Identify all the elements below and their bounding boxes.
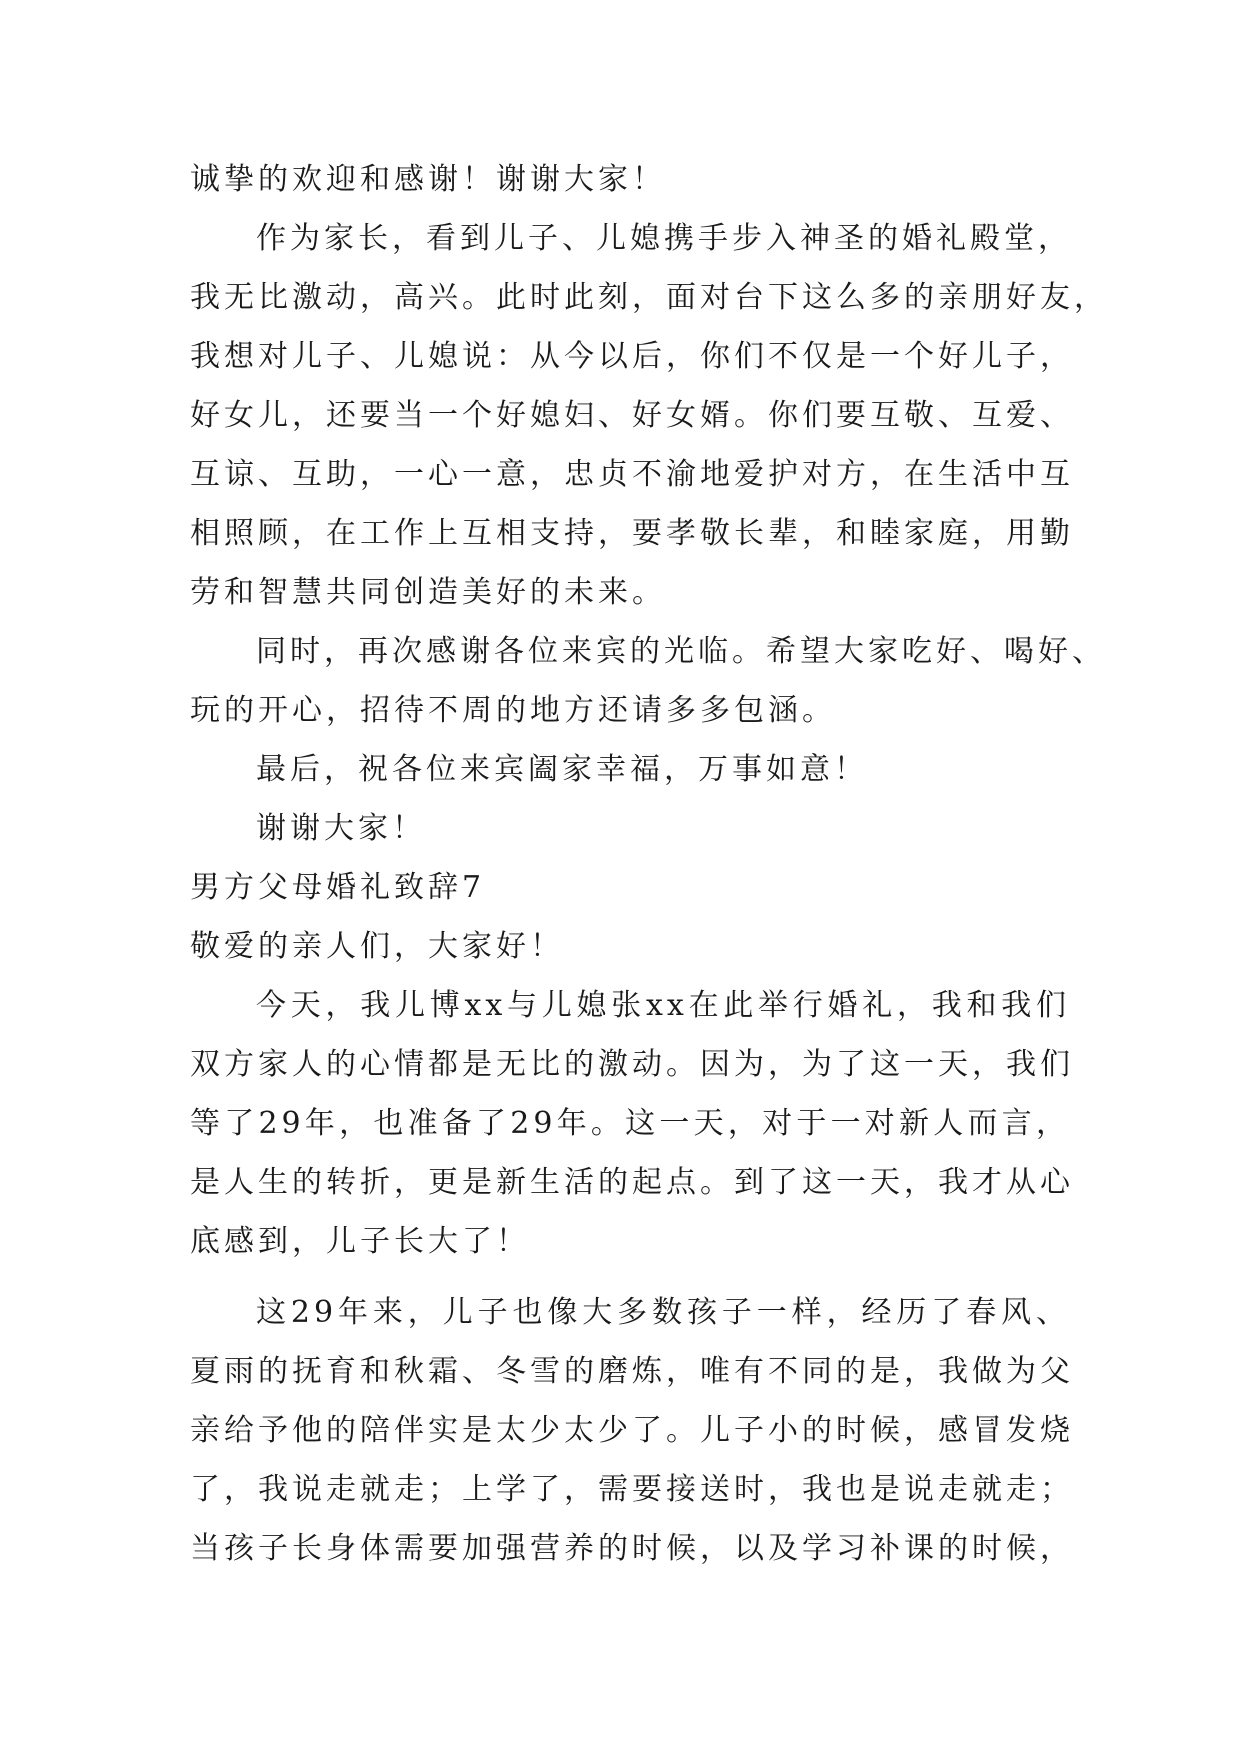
document-body: [190, 150, 1108, 1578]
text-line: 最后，祝各位来宾阖家幸福，万事如意！: [256, 752, 868, 787]
text-line: 男方父母婚礼致辞7: [190, 870, 486, 905]
paragraph-gap: [190, 1271, 1070, 1283]
text-line: 是人生的转折，更是新生活的起点。到了这一天，我才从心: [190, 1165, 1074, 1200]
text-line: 当孩子长身体需要加强营养的时候，以及学习补课的时候，: [190, 1531, 1074, 1566]
text-line: 好女儿，还要当一个好媳妇、好女婿。你们要互敬、互爱、: [190, 398, 1074, 433]
text-line: 同时，再次感谢各位来宾的光临。希望大家吃好、喝好、: [256, 634, 1106, 669]
text-line: 了，我说走就走；上学了，需要接送时，我也是说走就走；: [190, 1472, 1074, 1507]
text-line: 今天，我儿博xx与儿媳张xx在此举行婚礼，我和我们: [256, 988, 1070, 1023]
text-line: 我无比激动，高兴。此时此刻，面对台下这么多的亲朋好友，: [190, 280, 1108, 315]
text-line: 敬爱的亲人们，大家好！: [190, 929, 564, 964]
text-line: 这29年来，儿子也像大多数孩子一样，经历了春风、: [256, 1295, 1070, 1330]
text-line: 诚挚的欢迎和感谢！谢谢大家！: [190, 162, 666, 197]
text-line: 夏雨的抚育和秋霜、冬雪的磨炼，唯有不同的是，我做为父: [190, 1354, 1074, 1389]
text-line: 双方家人的心情都是无比的激动。因为，为了这一天，我们: [190, 1047, 1074, 1082]
text-line: 作为家长，看到儿子、儿媳携手步入神圣的婚礼殿堂，: [256, 221, 1072, 256]
text-line: 亲给予他的陪伴实是太少太少了。儿子小的时候，感冒发烧: [190, 1413, 1074, 1448]
text-line: 我想对儿子、儿媳说：从今以后，你们不仅是一个好儿子，: [190, 339, 1074, 374]
text-line: 玩的开心，招待不周的地方还请多多包涵。: [190, 693, 836, 728]
text-line: 谢谢大家！: [256, 811, 426, 846]
text-line: 底感到，儿子长大了！: [190, 1224, 530, 1259]
text-line: 相照顾，在工作上互相支持，要孝敬长辈，和睦家庭，用勤: [190, 516, 1074, 551]
text-line: 等了29年，也准备了29年。这一天，对于一对新人而言，: [190, 1106, 1070, 1141]
text-line: 互谅、互助，一心一意，忠贞不渝地爱护对方，在生活中互: [190, 457, 1074, 492]
text-line: 劳和智慧共同创造美好的未来。: [190, 575, 666, 610]
